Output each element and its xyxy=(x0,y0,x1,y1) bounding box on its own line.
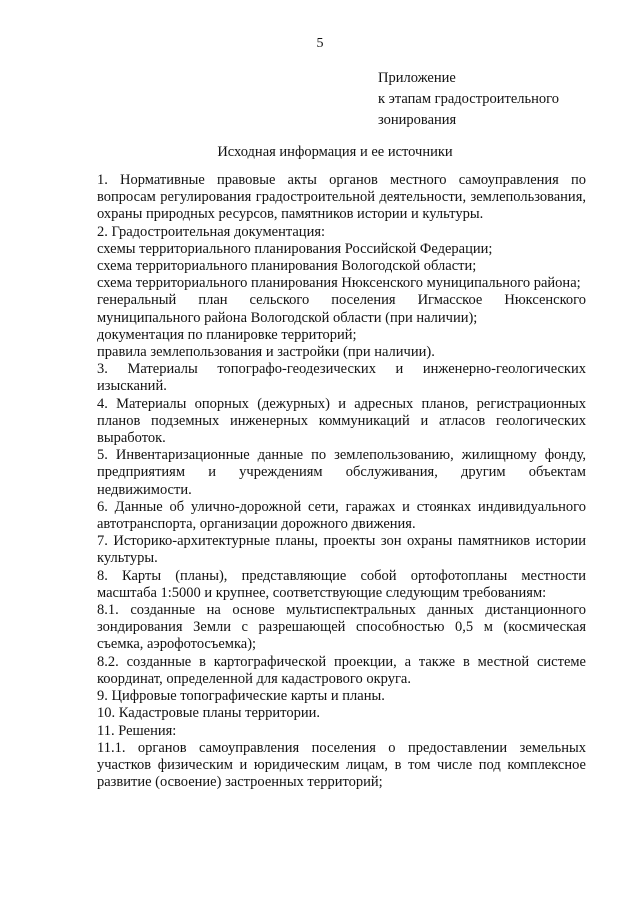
document-title: Исходная информация и ее источники xyxy=(217,144,453,160)
paragraph: 11. Решения: xyxy=(97,722,177,739)
paragraph: схема территориального планирования Нюксенского муниципального района; xyxy=(97,275,581,292)
document-body xyxy=(97,172,586,791)
paragraph: 10. Кадастровые планы территории. xyxy=(97,705,320,722)
paragraph: схема территориального планирования Вологодской области; xyxy=(97,258,477,275)
appendix-line-2: к этапам градостроительного xyxy=(378,91,559,107)
paragraph: правила землепользования и застройки (при наличии). xyxy=(97,344,435,361)
paragraph: 7. Историко-архитектурные планы, проекты зон охраны памятников истории культуры. xyxy=(97,533,586,567)
paragraph: 1. Нормативные правовые акты органов местного самоуправления по вопросам регулирования градостроительной деятельности, землепользования, охраны природных ресурсов, памятников истории и культуры. xyxy=(97,172,586,223)
paragraph: 3. Материалы топографо-геодезических и инженерно-геологических изысканий. xyxy=(97,361,586,395)
paragraph: схемы территориального планирования Российской Федерации; xyxy=(97,240,493,257)
paragraph: 4. Материалы опорных (дежурных) и адресных планов, регистрационных планов подземных инженерных коммуникаций и атласов геологических выработок. xyxy=(97,395,586,447)
appendix-line-1: Приложение xyxy=(378,70,456,86)
paragraph: 6. Данные об улично-дорожной сети, гаражах и стоянках индивидуального автотранспорта, организации дорожного движения. xyxy=(97,498,586,533)
appendix-line-3: зонирования xyxy=(378,112,457,128)
page-number: 5 xyxy=(316,36,324,51)
paragraph: 11.1. органов самоуправления поселения о предоставлении земельных участков физическим и юридическим лицам, в том числе под комплексное развитие (освоение) застроенных территорий; xyxy=(97,739,586,791)
paragraph: документация по планировке территорий; xyxy=(97,326,357,343)
paragraph: 8.1. созданные на основе мультиспектральных данных дистанционного зондирования Земли с разрешающей способностью 0,5 м (космическая съемка, аэрофотосъемка); xyxy=(97,602,586,653)
paragraph: генеральный план сельского поселения Игмасское Нюксенского муниципального района Вологодской области (при наличии); xyxy=(97,292,586,326)
paragraph: 2. Градостроительная документация: xyxy=(97,223,326,240)
appendix-header xyxy=(378,68,559,131)
paragraph: 9. Цифровые топографические карты и планы. xyxy=(97,688,385,705)
paragraph: 5. Инвентаризационные данные по землепользованию, жилищному фонду, предприятиям и учреждениям обслуживания, другим объектам недвижимости. xyxy=(97,447,586,498)
paragraph: 8. Карты (планы), представляющие собой ортофотопланы местности масштаба 1:5000 и крупнее, соответствующие следующим требованиям: xyxy=(97,567,586,601)
paragraph: 8.2. созданные в картографической проекции, а также в местной системе координат, определенной для кадастрового округа. xyxy=(97,653,586,687)
